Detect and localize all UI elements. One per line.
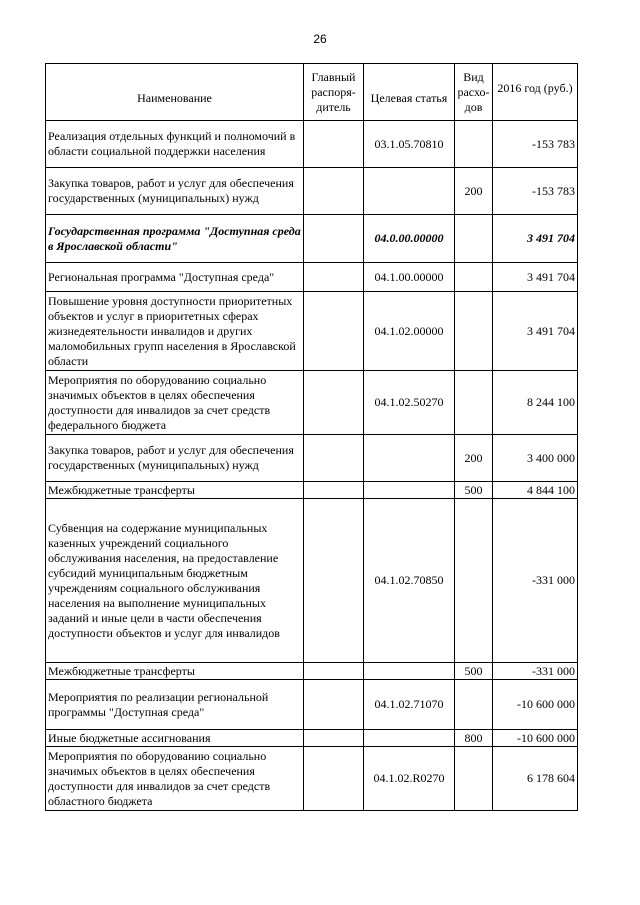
row-type: 200 [455, 168, 493, 215]
row-name: Мероприятия по оборудованию социально значимых объектов в целях обеспечения доступности для инвалидов за счет средств областного бюджета [46, 747, 304, 811]
row-target: 04.1.02.00000 [364, 292, 455, 371]
row-target [364, 482, 455, 499]
row-type [455, 215, 493, 263]
row-amount: 6 178 604 [493, 747, 578, 811]
row-name: Субвенция на содержание муниципальных казенных учреждений социального обслуживания населения, на предоставление субсидий муниципальным бюджетным учреждениям социального обслуживания населения на выполнение муниципальных заданий и иные цели в части обеспечения доступности объектов и услуг для инвалидов [46, 499, 304, 663]
row-amount: -153 783 [493, 121, 578, 168]
row-target: 04.1.02.70850 [364, 499, 455, 663]
row-target: 03.1.05.70810 [364, 121, 455, 168]
row-target: 04.1.02.50270 [364, 371, 455, 435]
header-name: Наименование [46, 64, 304, 121]
row-manager [304, 499, 364, 663]
row-target: 04.1.02.R0270 [364, 747, 455, 811]
row-name: Закупка товаров, работ и услуг для обеспечения государственных (муниципальных) нужд [46, 168, 304, 215]
row-type: 800 [455, 730, 493, 747]
page-number: 26 [313, 32, 327, 46]
row-name: Государственная программа "Доступная среда в Ярославской области" [46, 215, 304, 263]
row-manager [304, 482, 364, 499]
row-manager [304, 121, 364, 168]
header-expense-type: Вид расхо-дов [455, 64, 493, 121]
row-type [455, 747, 493, 811]
row-name: Межбюджетные трансферты [46, 663, 304, 680]
row-type [455, 680, 493, 730]
row-amount: 4 844 100 [493, 482, 578, 499]
row-amount: 3 491 704 [493, 215, 578, 263]
row-target [364, 168, 455, 215]
table-row [46, 747, 578, 811]
row-target [364, 435, 455, 482]
row-amount: 3 400 000 [493, 435, 578, 482]
table-row [46, 263, 578, 292]
row-name: Закупка товаров, работ и услуг для обеспечения государственных (муниципальных) нужд [46, 435, 304, 482]
row-manager [304, 292, 364, 371]
row-amount: -10 600 000 [493, 680, 578, 730]
row-amount: -10 600 000 [493, 730, 578, 747]
row-type [455, 121, 493, 168]
table-row-program [46, 215, 578, 263]
budget-table [45, 63, 578, 811]
row-type [455, 371, 493, 435]
row-manager [304, 263, 364, 292]
row-type: 500 [455, 663, 493, 680]
table-row [46, 663, 578, 680]
table-row [46, 482, 578, 499]
table-row [46, 292, 578, 371]
row-manager [304, 435, 364, 482]
row-name: Иные бюджетные ассигнования [46, 730, 304, 747]
table-row [46, 168, 578, 215]
row-amount: -153 783 [493, 168, 578, 215]
row-target: 04.0.00.00000 [364, 215, 455, 263]
header-amount: 2016 год (руб.) [493, 64, 578, 121]
row-type [455, 263, 493, 292]
row-type [455, 292, 493, 371]
row-amount: -331 000 [493, 663, 578, 680]
table-row [46, 435, 578, 482]
row-name: Повышение уровня доступности приоритетных объектов и услуг в приоритетных сферах жизнедеятельности инвалидов и других маломобильных групп населения в Ярославской области [46, 292, 304, 371]
header-row [46, 64, 578, 121]
row-name: Межбюджетные трансферты [46, 482, 304, 499]
row-name: Мероприятия по оборудованию социально значимых объектов в целях обеспечения доступности для инвалидов за счет средств федерального бюджета [46, 371, 304, 435]
row-manager [304, 747, 364, 811]
row-manager [304, 730, 364, 747]
row-name: Региональная программа "Доступная среда" [46, 263, 304, 292]
row-target: 04.1.00.00000 [364, 263, 455, 292]
row-target: 04.1.02.71070 [364, 680, 455, 730]
table-row [46, 499, 578, 663]
row-target [364, 663, 455, 680]
table-row [46, 121, 578, 168]
header-manager: Главный распоря-дитель [304, 64, 364, 121]
row-amount: 3 491 704 [493, 292, 578, 371]
row-manager [304, 168, 364, 215]
table-row [46, 371, 578, 435]
row-target [364, 730, 455, 747]
row-amount: 3 491 704 [493, 263, 578, 292]
row-manager [304, 680, 364, 730]
table-row [46, 680, 578, 730]
row-type [455, 499, 493, 663]
row-manager [304, 215, 364, 263]
table-row [46, 730, 578, 747]
row-name: Мероприятия по реализации региональной программы "Доступная среда" [46, 680, 304, 730]
row-amount: -331 000 [493, 499, 578, 663]
header-target: Целевая статья [364, 64, 455, 121]
row-manager [304, 371, 364, 435]
row-amount: 8 244 100 [493, 371, 578, 435]
row-manager [304, 663, 364, 680]
row-name: Реализация отдельных функций и полномочий в области социальной поддержки населения [46, 121, 304, 168]
row-type: 200 [455, 435, 493, 482]
row-type: 500 [455, 482, 493, 499]
